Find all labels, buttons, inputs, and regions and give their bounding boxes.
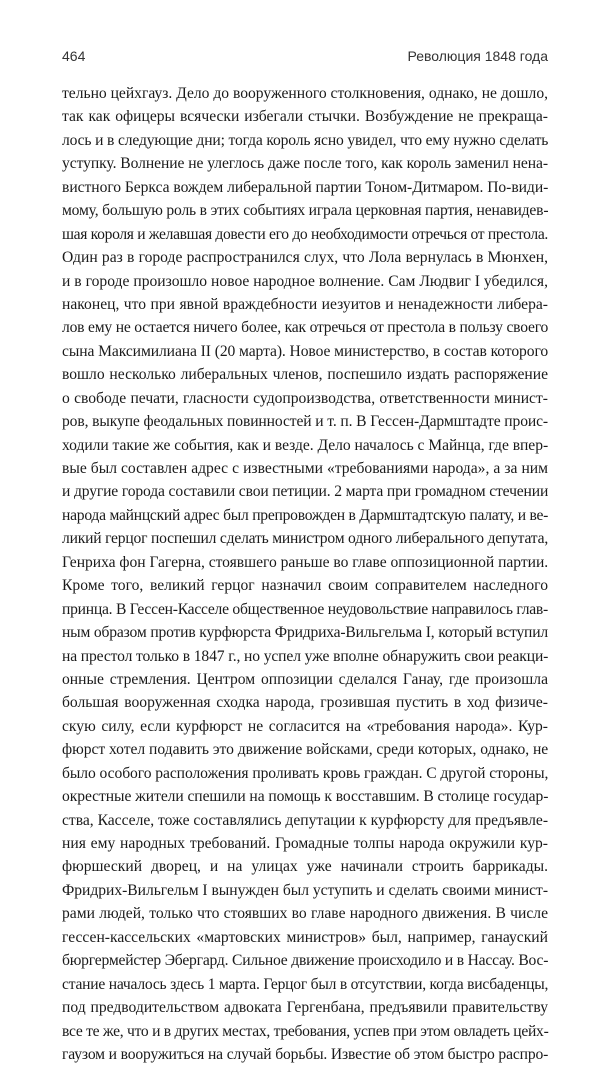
- text-line: и в городе произошло новое народное волнение. Сам Людвиг I убедился,: [62, 272, 548, 290]
- text-line: гаузом и вооружиться на случай борьбы. Известие об этом быстро распро-: [62, 1045, 549, 1063]
- text-line: онные стремления. Центром оппозиции сделался Ганау, где произошла: [62, 670, 548, 688]
- text-line: вистного Беркса вождем либеральной партии Тоном-Дитмаром. По-види-: [62, 178, 549, 196]
- text-line: скую силу, если курфюрст не согласится на «требования народа». Кур-: [62, 717, 548, 735]
- text-line: вые был составлен адрес с известными «требованиями народа», а за ним: [62, 460, 548, 477]
- text-line: наконец, что при явной враждебности иезуитов и ненадежности либера-: [62, 295, 548, 313]
- text-line: стание началось здесь 1 марта. Герцог был в отсутствии, когда висбаденцы,: [62, 975, 549, 993]
- text-line: ров, выкупе феодальных повинностей и т. п. В Гессен-Дармштадте проис-: [62, 413, 548, 431]
- text-line: шая короля и желавшая довести его до необходимости отречься от престола.: [62, 225, 548, 243]
- running-title: Революция 1848 года: [407, 48, 548, 64]
- text-line: под предводительством адвоката Гергенбана, предъявили правительству: [62, 999, 548, 1017]
- text-line: Кроме того, великий герцог назначил своим соправителем наследного: [62, 577, 548, 595]
- text-line: о свободе печати, гласности судопроизводства, ответственности минист-: [62, 389, 548, 407]
- text-line: все те же, что и в других местах, требования, успев при этом овладеть цейх-: [62, 1022, 549, 1040]
- text-line: гессен-кассельских «мартовских министров» был, например, ганауский: [62, 928, 548, 946]
- text-line: уступку. Волнение не улеглось даже после того, как король заменил нена-: [62, 155, 548, 173]
- text-line: на престол только в 1847 г., но успел уже вполне обнаружить свои реакци-: [62, 647, 549, 665]
- text-line: ния ему народных требований. Громадные толпы народа окружили кур-: [62, 835, 548, 852]
- book-page: [62, 48, 548, 1066]
- text-line: большая вооруженная сходка народа, грозившая пустить в ход физиче-: [62, 694, 548, 712]
- text-line: ным образом против курфюрста Фридриха-Вильгельма I, который вступил: [62, 624, 548, 642]
- body-text: [62, 82, 548, 1066]
- text-line: Один раз в городе распространился слух, что Лола вернулась в Мюнхен,: [62, 249, 548, 267]
- text-line: рами людей, только что стоявших во главе народного движения. В числе: [62, 905, 548, 923]
- text-line: мому, большую роль в этих событиях играла церковная партия, ненавидев-: [62, 202, 549, 220]
- text-line: тельно цейхгауз. Дело до вооруженного столкновения, однако, не дошло,: [62, 85, 548, 102]
- text-line: сына Максимилиана II (20 марта). Новое министерство, в состав которого: [62, 342, 549, 360]
- text-line: фюрст хотел подавить это движение войсками, среди которых, однако, не: [62, 741, 549, 759]
- text-line: было особого расположения проливать кровь граждан. С другой стороны,: [62, 764, 549, 782]
- text-line: принца. В Гессен-Касселе общественное неудовольствие направилось глав-: [62, 600, 548, 618]
- text-line: народа майнцский адрес был препровожден в Дармштадтскую палату, и ве-: [62, 506, 549, 524]
- page-number: 464: [62, 48, 86, 64]
- text-line: лов ему не остается ничего более, как отречься от престола в пользу своего: [62, 319, 549, 337]
- text-line: Генриха фон Гагерна, стоявшего раньше во главе оппозиционной партии.: [62, 553, 549, 571]
- text-line: фюршеский дворец, и на улицах уже начинали строить баррикады.: [62, 858, 548, 876]
- text-line: так как офицеры всячески избегали стычки. Возбуждение не прекраща-: [62, 108, 548, 126]
- running-header: [62, 48, 548, 68]
- text-line: ликий герцог поспешил сделать министром одного либерального депутата,: [62, 530, 549, 548]
- text-line: окрестные жители спешили на помощь к восставшим. В столице государ-: [62, 788, 549, 806]
- text-line: и другие города составили свои петиции. 2 марта при громадном стечении: [62, 483, 549, 501]
- text-line: Фридрих-Вильгельм I вынужден был уступить и сделать своими минист-: [62, 881, 548, 899]
- text-line: ства, Касселе, тоже составлялись депутации к курфюрсту для предъявле-: [62, 811, 548, 829]
- text-line: лось и в следующие дни; тогда король ясно увидел, что ему нужно сделать: [62, 131, 549, 149]
- text-line: ходили такие же события, как и везде. Дело началось с Майнца, где впер-: [62, 436, 549, 454]
- text-line: вошло несколько либеральных членов, поспешило издать распоряжение: [62, 366, 548, 384]
- text-line: бюргермейстер Эбергард. Сильное движение происходило и в Нассау. Вос-: [62, 952, 549, 970]
